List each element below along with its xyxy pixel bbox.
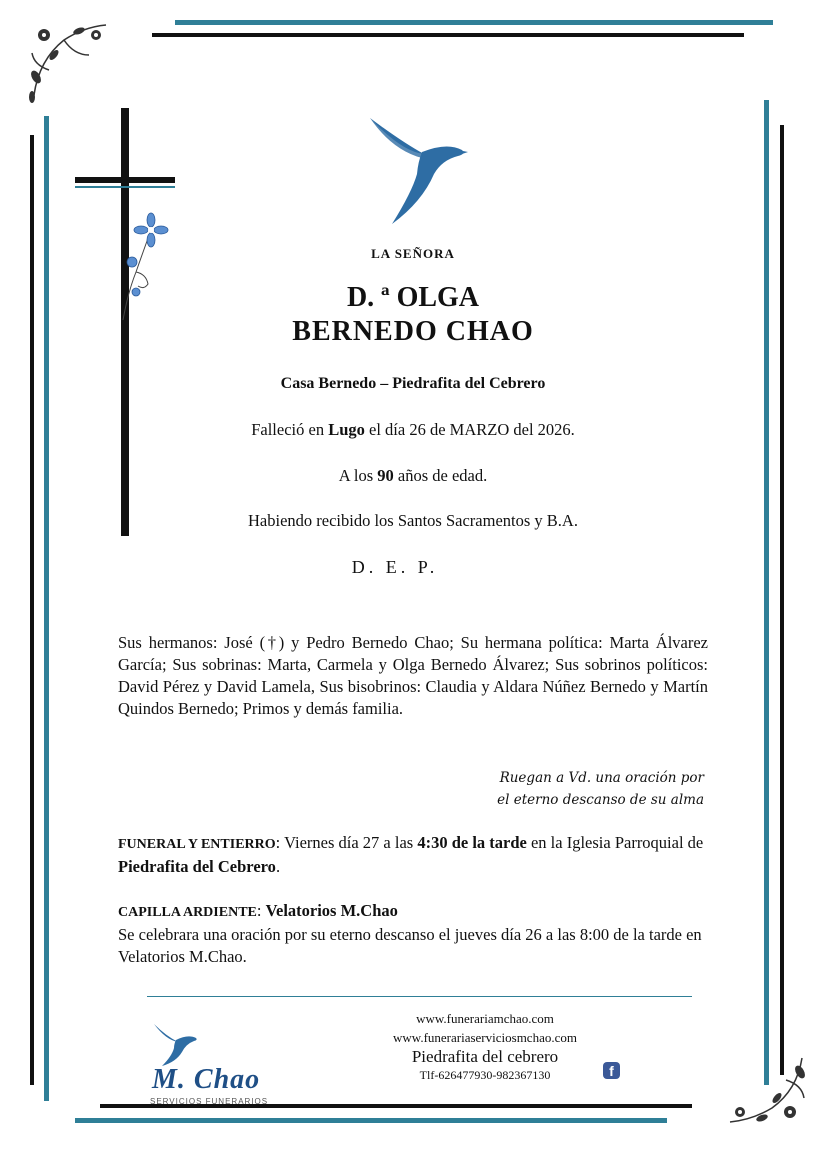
facebook-icon[interactable]: f — [603, 1062, 620, 1079]
death-statement — [0, 420, 826, 440]
prayer-line1: Ruegan a Vd. una oración por — [499, 770, 704, 786]
capilla-text: Se celebrara una oración por su eterno descanso el jueves día 26 a las 8:00 de la tarde en Velatorios M.Chao. — [118, 925, 702, 966]
funeral-time: 4:30 de la tarde — [417, 833, 527, 852]
dep-abbreviation: D. E. P. — [351, 557, 439, 577]
house-origin: Casa Bernedo – Piedrafita del Cebrero — [280, 375, 546, 392]
prayer-line2: el eterno descanso de su alma — [497, 792, 704, 808]
website-link-2[interactable]: www.funerariaserviciosmchao.com — [393, 1030, 577, 1045]
funeral-text3: . — [275, 857, 281, 876]
age-statement — [0, 466, 826, 486]
death-suffix: el día 26 de MARZO del 2026. — [364, 420, 575, 439]
funeral-text1: : Viernes día 27 a las — [275, 833, 418, 852]
capilla-sep: : — [256, 901, 266, 920]
age-years: 90 — [377, 466, 394, 485]
deceased-name-line1: D. ª OLGA — [346, 282, 480, 313]
cross-horizontal-teal — [75, 186, 175, 188]
footer-divider — [147, 996, 692, 997]
funeral-text2: en la Iglesia Parroquial de — [526, 833, 704, 852]
corner-flower-ornament-bottom-right — [722, 1050, 812, 1130]
frame-left-teal — [44, 116, 49, 1101]
corner-flower-ornament-top-left — [24, 15, 114, 105]
death-prefix: Falleció en — [251, 420, 329, 439]
cross-horizontal-beam — [75, 177, 175, 183]
funeral-paragraph — [118, 832, 708, 878]
footer-phone: Tlf-626477930-982367130 — [419, 1068, 551, 1082]
frame-left-black — [30, 135, 34, 1085]
age-suffix: años de edad. — [393, 466, 488, 485]
title-label: LA SEÑORA — [371, 246, 455, 261]
funeral-place: Piedrafita del Cebrero — [118, 857, 276, 876]
frame-bottom-teal — [75, 1118, 667, 1123]
deceased-name-line2: BERNEDO CHAO — [292, 316, 534, 347]
capilla-paragraph — [118, 900, 718, 968]
death-place: Lugo — [328, 420, 365, 439]
family-paragraph: Sus hermanos: José (†) y Pedro Bernedo Chao; Su hermana política: Marta Álvarez García; Sus sobrinas: Marta, Carmela y Olga Bernedo Álvarez; Sus sobrinos políticos: David Pérez y David Lamela, Sus bisobrinos: Claudia y Aldara Núñez Bernedo y Martín Quindos Bernedo; Primos y demás familia. — [118, 633, 708, 718]
dove-icon — [362, 112, 472, 232]
footer-town: Piedrafita del cebrero — [411, 1047, 559, 1066]
frame-right-black — [780, 125, 784, 1075]
funeral-label: FUNERAL Y ENTIERRO — [118, 837, 276, 852]
website-link-1[interactable]: www.funerariamchao.com — [416, 1011, 554, 1026]
logo-dove-icon — [150, 1022, 200, 1066]
logo-subtitle: SERVICIOS FUNERARIOS — [150, 1097, 269, 1106]
frame-top-teal — [175, 20, 773, 25]
capilla-place: Velatorios M.Chao — [265, 901, 398, 920]
sacraments-statement: Habiendo recibido los Santos Sacramentos y B.A. — [248, 511, 578, 530]
logo-name: M. Chao — [152, 1064, 261, 1095]
capilla-label: CAPILLA ARDIENTE — [118, 905, 257, 920]
age-prefix: A los — [338, 466, 378, 485]
frame-top-black — [152, 33, 744, 37]
